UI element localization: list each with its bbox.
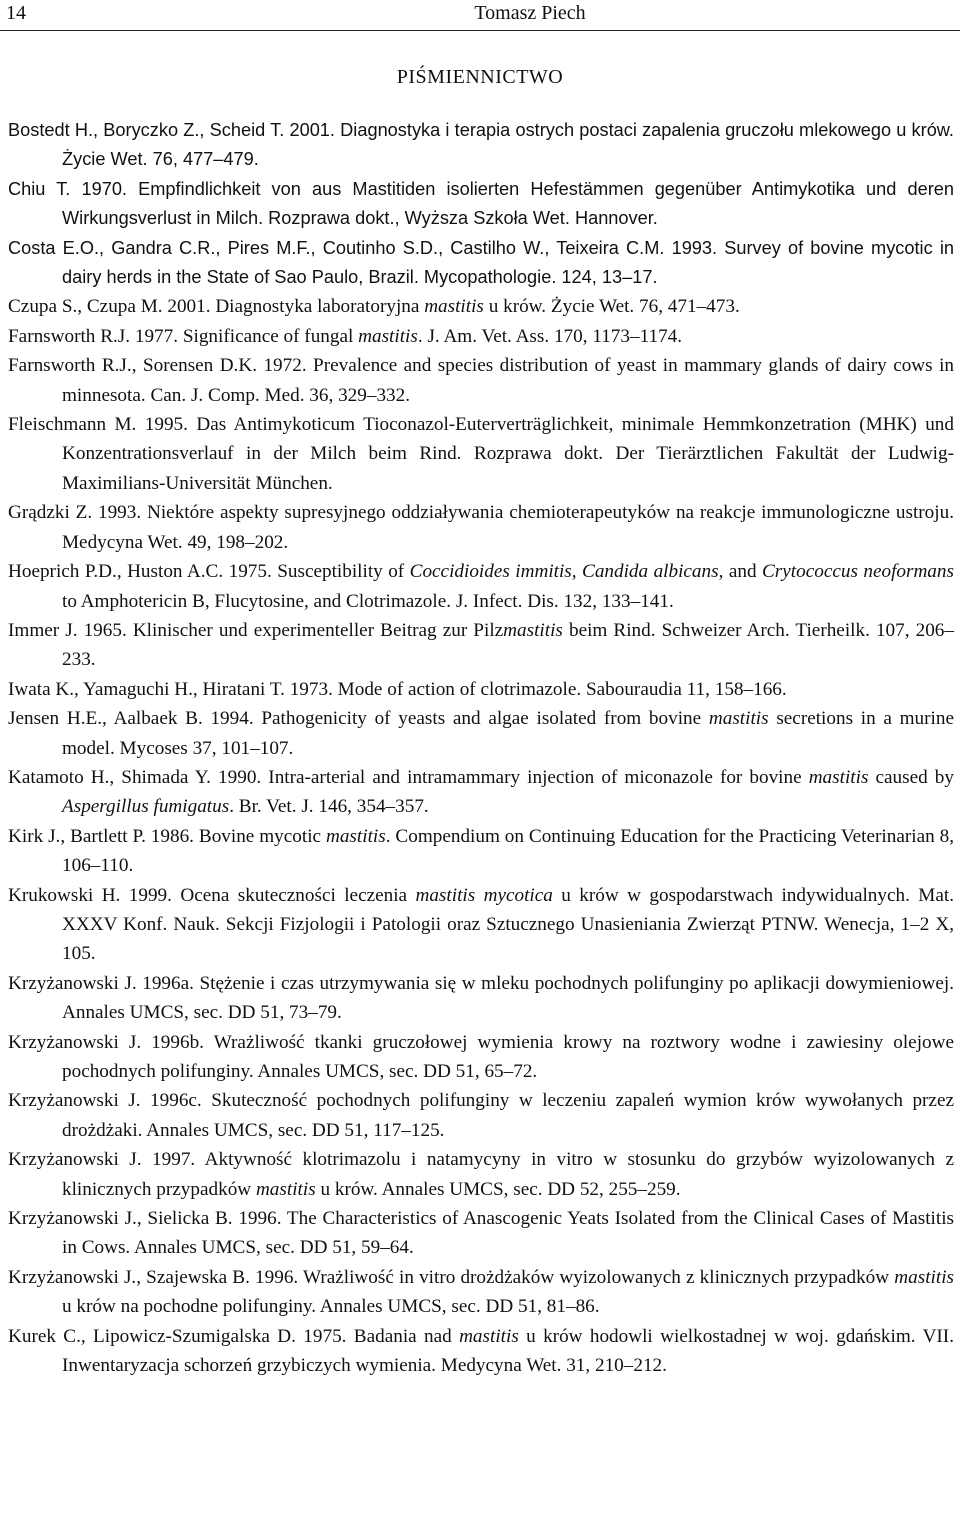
- reference-text: Krzyżanowski J., Szajewska B. 1996. Wrażliwość in vitro drożdżaków wyizolowanych z klinicznych przypadków: [8, 1266, 895, 1288]
- reference-text: Kirk J., Bartlett P. 1986. Bovine mycotic: [8, 825, 326, 847]
- reference-text: Czupa S., Czupa M. 2001. Diagnostyka laboratoryjna: [8, 296, 425, 318]
- reference-italic-term: mastitis: [325, 825, 386, 847]
- page-header: [0, 0, 960, 30]
- reference-item: [8, 410, 954, 498]
- reference-text: Hoeprich P.D., Huston A.C. 1975. Susceptibility of: [8, 561, 410, 583]
- reference-text: Kurek C., Lipowicz-Szumigalska D. 1975. Badania nad: [8, 1325, 460, 1347]
- reference-italic-term: mastitis: [459, 1325, 519, 1347]
- reference-item: [8, 1263, 954, 1322]
- reference-item: [8, 616, 954, 675]
- reference-item: [8, 557, 954, 616]
- reference-text: Farnsworth R.J. 1977. Significance of fungal: [8, 325, 359, 347]
- reference-item: [8, 175, 954, 234]
- reference-item: [8, 1145, 954, 1204]
- reference-text: Fleischmann M. 1995. Das Antimykoticum Tioconazol-Euterverträglichkeit, minimale Hemmkonzetration (MHK) und Konzentrationsverlauf in der Milch beim Rind. Rozprawa dokt. Der Tierärztlichen Fakultät der Ludwig-Maximilians-Universität München.: [8, 414, 954, 494]
- reference-text: Krzyżanowski J., Sielicka B. 1996. The Characteristics of Anascogenic Yeats Isolated from the Clinical Cases of Mastitis in Cows. Annales UMCS, sec. DD 51, 59–64.: [8, 1208, 954, 1259]
- reference-italic-term: mastitis mycotica: [415, 884, 553, 906]
- reference-item: [8, 881, 954, 969]
- reference-text: Chiu T. 1970. Empfindlichkeit von aus Mastitiden isolierten Hefestämmen gegenüber Antimykotika und deren Wirkungsverlust in Milch. Rozprawa dokt., Wyższa Szkoła Wet. Hannover.: [8, 178, 954, 229]
- reference-text: Krzyżanowski J. 1996c. Skuteczność pochodnych polifunginy w leczeniu zapaleń wymion krów wywołanych przez drożdżaki. Annales UMCS, sec. DD 51, 117–125.: [8, 1090, 954, 1141]
- reference-text: u krów na pochodne polifunginy. Annales UMCS, sec. DD 51, 81–86.: [62, 1296, 600, 1318]
- reference-item: [8, 1086, 954, 1145]
- reference-text: u krów w gospodarstwach indywidualnych. Mat. XXXV Konf. Nauk. Sekcji Fizjologii i Patologii oraz Sztucznego Unasieniania Zwierząt PTNW. Wenecja, 1–2 X, 105.: [62, 884, 955, 965]
- reference-text: Grądzki Z. 1993. Niektóre aspekty supresyjnego oddziaływania chemioterapeutyków na reakcje immunologiczne ustroju. Medycyna Wet. 49, 198–202.: [8, 502, 954, 553]
- reference-text: Krzyżanowski J. 1996a. Stężenie i czas utrzymywania się w mleku pochodnych polifunginy po aplikacji dowymieniowej. Annales UMCS, sec. DD 51, 73–79.: [8, 972, 954, 1024]
- reference-list: [8, 116, 954, 1380]
- header-rule: [0, 30, 960, 31]
- reference-text: to Amphotericin B, Flucytosine, and Clotrimazole. J. Infect. Dis. 132, 133–141.: [62, 590, 674, 612]
- reference-item: [8, 322, 954, 351]
- reference-italic-term: mastitis: [503, 619, 563, 641]
- reference-item: [8, 763, 954, 822]
- reference-italic-term: mastitis: [424, 296, 484, 318]
- reference-text: Krukowski H. 1999. Ocena skuteczności leczenia: [8, 884, 416, 906]
- reference-text: Jensen H.E., Aalbaek B. 1994. Pathogenicity of yeasts and algae isolated from bovine: [8, 708, 709, 730]
- reference-item: [8, 822, 954, 881]
- reference-text: . Br. Vet. J. 146, 354–357.: [229, 796, 429, 818]
- reference-item: [8, 351, 954, 410]
- section-title: PIŚMIENNICTWO: [396, 66, 564, 88]
- reference-item: [8, 116, 954, 175]
- reference-italic-term: mastitis: [255, 1178, 316, 1200]
- reference-item: [8, 1204, 954, 1263]
- reference-text: Costa E.O., Gandra C.R., Pires M.F., Coutinho S.D., Castilho W., Teixeira C.M. 1993. Survey of bovine mycotic in dairy herds in the State of Sao Paulo, Brazil. Mycopathologie. 124, 13–17.: [8, 237, 954, 288]
- reference-text: u krów. Życie Wet. 76, 471–473.: [483, 296, 740, 318]
- reference-italic-term: mastitis: [358, 325, 418, 347]
- reference-item: [8, 675, 954, 704]
- reference-text: Krzyżanowski J. 1997. Aktywność klotrimazolu i natamycyny in vitro w stosunku do grzybów wyizolowanych z klinicznych przypadków: [8, 1149, 954, 1200]
- reference-text: . J. Am. Vet. Ass. 170, 1173–1174.: [417, 325, 683, 347]
- reference-text: Immer J. 1965. Klinischer und experimenteller Beitrag zur Pilz: [8, 619, 504, 641]
- reference-item: [8, 292, 954, 321]
- reference-text: Krzyżanowski J. 1996b. Wrażliwość tkanki gruczołowej wymienia krowy na roztwory wodne i zawiesiny olejowe pochodnych polifunginy. Annales UMCS, sec. DD 51, 65–72.: [8, 1031, 954, 1082]
- reference-text: Bostedt H., Boryczko Z., Scheid T. 2001. Diagnostyka i terapia ostrych postaci zapalenia gruczołu mlekowego u krów. Życie Wet. 76, 477–479.: [8, 120, 954, 170]
- reference-text: Iwata K., Yamaguchi H., Hiratani T. 1973. Mode of action of clotrimazole. Sabouraudia 11, 158–166.: [8, 678, 787, 700]
- reference-item: [8, 1028, 954, 1087]
- reference-italic-term: mastitis: [894, 1266, 954, 1288]
- reference-text: u krów hodowli wielkostadnej w woj. gdańskim. VII. Inwentaryzacja schorzeń grzybiczych wymienia. Medycyna Wet. 31, 210–212.: [62, 1325, 954, 1377]
- reference-text: secretions in a murine model. Mycoses 37, 101–107.: [62, 708, 954, 759]
- page-number: 14: [6, 2, 26, 24]
- reference-item: [8, 498, 954, 557]
- reference-item: [8, 1322, 954, 1381]
- reference-text: Katamoto H., Shimada Y. 1990. Intra-arterial and intramammary injection of miconazole for bovine: [8, 766, 809, 788]
- reference-italic-term: Coccidioides immitis, Candida albicans: [409, 561, 719, 583]
- reference-text: u krów. Annales UMCS, sec. DD 52, 255–259.: [315, 1178, 681, 1200]
- reference-italic-term: Aspergillus fumigatus: [62, 796, 230, 818]
- reference-italic-term: Crytococcus neoformans: [762, 561, 954, 583]
- reference-text: . Compendium on Continuing Education for the Practicing Veterinarian 8, 106–110.: [62, 825, 954, 877]
- reference-italic-term: mastitis: [708, 708, 769, 730]
- reference-item: [8, 234, 954, 293]
- running-head-author: Tomasz Piech: [474, 2, 586, 24]
- reference-item: [8, 969, 954, 1028]
- reference-text: , and: [718, 561, 762, 583]
- reference-text: Farnsworth R.J., Sorensen D.K. 1972. Prevalence and species distribution of yeast in mammary glands of dairy cows in minnesota. Can. J. Comp. Med. 36, 329–332.: [8, 355, 954, 406]
- reference-text: caused by: [868, 766, 954, 788]
- reference-item: [8, 704, 954, 763]
- reference-text: beim Rind. Schweizer Arch. Tierheilk. 107, 206–233.: [62, 619, 954, 671]
- reference-italic-term: mastitis: [808, 766, 869, 788]
